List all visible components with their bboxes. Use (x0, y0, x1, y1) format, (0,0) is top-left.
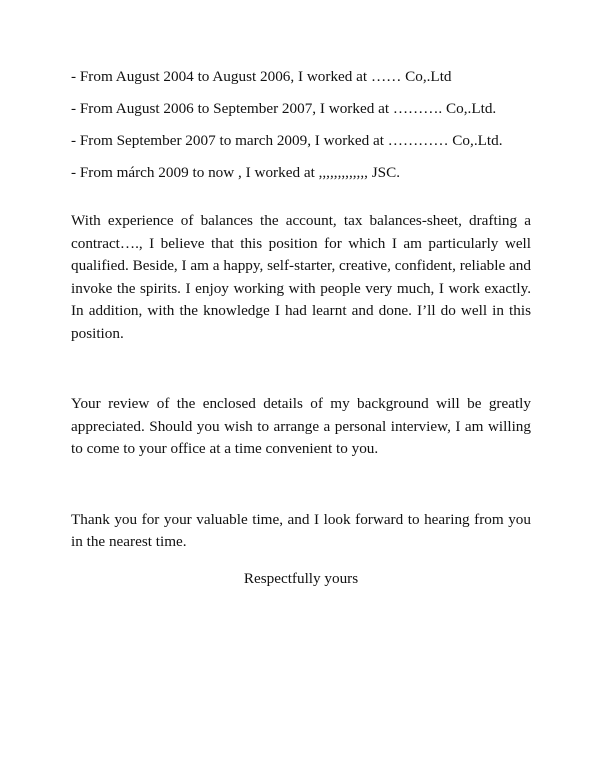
experience-item: - From márch 2009 to now , I worked at ,,,,,,,,,,,,, JSC. (71, 164, 401, 181)
experience-item: - From September 2007 to march 2009, I worked at ………… Co,.Ltd. (71, 132, 503, 149)
qualifications-paragraph: With experience of balances the account, tax balances-sheet, drafting a contract…., I believe that this position for which I am particularly well qualified. Beside, I am a happy, self-starter, creative, confident, reliable and invoke the spirits. I enjoy working with people very much, I work exactly. In addition, with the knowledge I had learnt and done. I’ll do well in this position. (71, 212, 531, 342)
closing-signoff: Respectfully yours (243, 569, 359, 587)
work-experience-list (71, 66, 531, 184)
experience-item: - From August 2004 to August 2006, I worked at …… Co,.Ltd (71, 68, 452, 85)
letter-body (71, 66, 531, 590)
thank-you-paragraph: Thank you for your valuable time, and I look forward to hearing from you in the nearest time. (71, 510, 531, 550)
experience-item: - From August 2006 to September 2007, I worked at ………. Co,.Ltd. (71, 100, 497, 117)
interview-request-paragraph: Your review of the enclosed details of my background will be greatly appreciated. Should you wish to arrange a personal interview, I am willing to come to your office at a time convenient to you. (71, 395, 531, 457)
